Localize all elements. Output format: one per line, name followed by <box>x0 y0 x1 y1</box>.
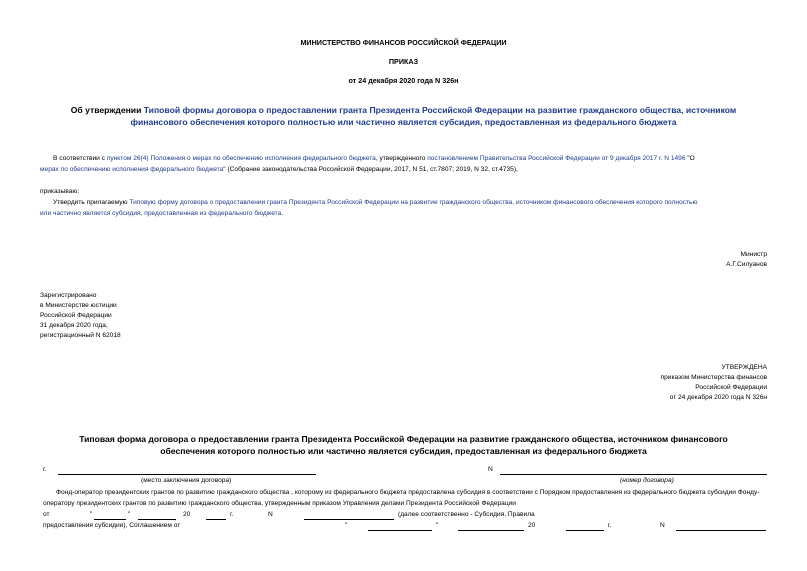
document-type: ПРИКАЗ <box>388 57 419 66</box>
form-body-line-1: Фонд-оператор президентских грантов по развитию гражданского общества , которому из федерального бюджета предоставлена субсидия в соответствии с Порядком предоставления из федерального бюджета субсидии Фонду- <box>56 489 760 496</box>
preamble-line-1: В соответствии с пунктом 26(4) Положения о мерах по обеспечению исполнения федерального бюджета, утвержденного постановлением Правительства Российской Федерации от 9 декабря 2017 г. N 1496 "О <box>53 155 695 162</box>
line4-year: 20 <box>528 522 536 529</box>
link-resolution-1496[interactable]: постановлением Правительства Российской Федерации от 9 декабря 2017 г. N 1496 <box>427 155 686 162</box>
form-body-line-2: оператору президентских грантов по развитию гражданского общества, утвержденным приказом Управления делами Президента Российской Федерации <box>43 500 516 507</box>
line4-number-field[interactable] <box>676 530 766 531</box>
line3-quote-close: " <box>128 511 131 518</box>
orders-word: приказываю: <box>40 188 80 195</box>
line3-number-field[interactable] <box>304 519 394 520</box>
approval-block: УТВЕРЖДЕНА приказом Министерства финансов Российской Федерации от 24 декабря 2020 года N 326н <box>660 364 767 401</box>
line4-year-field[interactable] <box>566 530 604 531</box>
line4-month-field[interactable] <box>458 530 524 531</box>
document-date: от 24 декабря 2020 года N 326н <box>348 76 459 85</box>
line4-g: г. <box>608 522 612 529</box>
line3-n: N <box>268 511 273 518</box>
line4-n: N <box>660 522 665 529</box>
place-field[interactable] <box>58 474 316 475</box>
link-model-form[interactable]: Типовую форму договора о предоставлении гранта Президента Российской Федерации на развитие гражданского общества, источником финансового обеспечения которого полностью <box>129 199 698 206</box>
ministry-name: МИНИСТЕРСТВО ФИНАНСОВ РОССИЙСКОЙ ФЕДЕРАЦИИ <box>300 38 507 47</box>
number-field[interactable] <box>500 474 767 475</box>
registration-block: Зарегистрировано в Министерстве юстиции Российской Федерации 31 декабря 2020 года, регистрационный N 62018 <box>40 292 121 339</box>
line3-from: от <box>43 511 50 518</box>
signature-position: Министр <box>740 251 767 258</box>
line4-quote-close: " <box>436 522 439 529</box>
line3-month-field[interactable] <box>138 519 176 520</box>
link-budget-measures[interactable]: мерах по обеспечению исполнения федерального бюджета <box>40 166 224 173</box>
order-line-2: или частично является субсидия, предоставленная из федерального бюджета. <box>40 210 284 217</box>
number-caption: (номер договора) <box>620 477 674 484</box>
city-prefix: г. <box>43 466 47 473</box>
order-line-1: Утвердить прилагаемую Типовую форму договора о предоставлении гранта Президента Российской Федерации на развитие гражданского общества, источником финансового обеспечения которого полностью <box>53 199 698 206</box>
line3-rest: (далее соответственно - Субсидия, Правила <box>398 511 535 518</box>
link-clause-26-4[interactable]: пунктом 26(4) Положения о мерах по обеспечению исполнения федерального бюджета <box>106 155 376 162</box>
place-caption: (место заключения договора) <box>141 477 232 484</box>
line4-day-field[interactable] <box>368 530 432 531</box>
line4-text: предоставления субсидии), Соглашением от <box>43 522 181 529</box>
signature-name: А.Г.Силуанов <box>726 261 767 268</box>
form-title: Типовая форма договора о предоставлении гранта Президента Российской Федерации на развитие гражданского общества, источником финансового обеспечения которого полностью или частично является субсидия, предоставленная из федерального бюджета <box>79 434 728 456</box>
document-title <box>0 104 807 128</box>
line3-g: г. <box>230 511 234 518</box>
line3-year: 20 <box>183 511 191 518</box>
title-link[interactable]: Типовой формы договора о предоставлении гранта Президента Российской Федерации на развитие гражданского общества, источником <box>143 105 737 115</box>
line4-quote-open: " <box>345 522 348 529</box>
line3-quote-open: " <box>90 511 93 518</box>
preamble-line-2: мерах по обеспечению исполнения федерального бюджета" (Собрание законодательства Российской Федерации, 2017, N 51, ст.7807; 2019, N 32, ст.4735), <box>40 166 518 173</box>
title-prefix: Об утверждении <box>70 105 144 115</box>
line3-year-field[interactable] <box>206 519 226 520</box>
number-prefix: N <box>488 466 493 473</box>
line3-day-field[interactable] <box>94 519 126 520</box>
title-link-cont[interactable]: финансового обеспечения которого полностью или частично является субсидия, предоставленная из федерального бюджета <box>130 117 677 127</box>
link-model-form-cont[interactable]: или частично является субсидия, предоставленная из федерального бюджета <box>40 210 282 217</box>
